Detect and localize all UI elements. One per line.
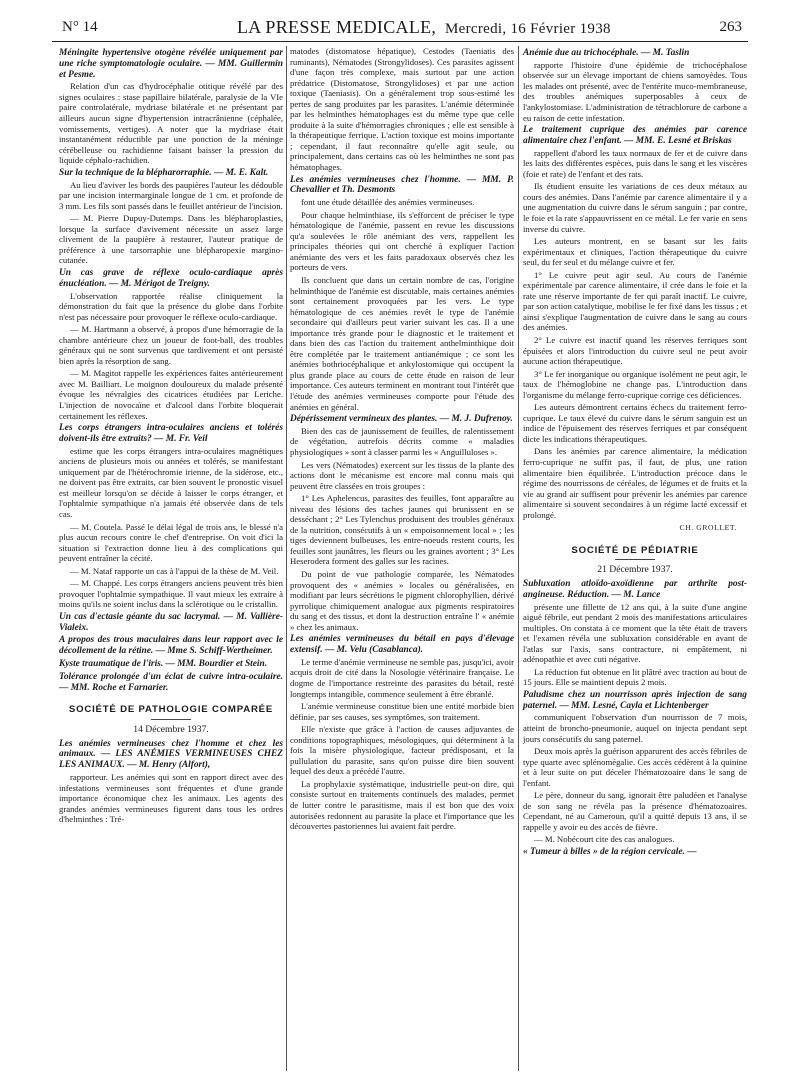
journal-title [237, 17, 611, 38]
section-date: 21 Décembre 1937. [597, 564, 673, 576]
article-paragraph: rappellent d'abord les taux normaux de fer et de cuivre dans les laits des différentes espèces, puis dans le sang et les viscères (foie et rate) de l'enfant et des rats. [523, 147, 747, 179]
article-heading: Le traitement cuprique des anémies par carence alimentaire chez l'enfant. — MM. E. Lesné et Briskas [523, 125, 747, 146]
article-paragraph: — M. Magitot rappelle les expériences faites antérieurement avec M. Bailliart. Le moignon douloureux du malade présenté évoque les névralgies des cicatrices étudiées par Leriche. L'injection de novocaïne et d'alcool dans l'orbite bloquerait certainement les réflexes. [59, 368, 283, 421]
article-paragraph: Dans les anémies par carence alimentaire, la médication ferro-cuprique ne suffit pas, il faut, de plus, une ration alimentaire bien équilibrée. L'introduction précoce dans le régime des nourrissons de céréales, de légumes et de fruits et la vie au grand air suffisent pour prévenir les anémies par carence alimentaire si souvent secondaires à un régime lacté excessif et prolongé. [523, 446, 747, 520]
article-paragraph: — M. Nataf rapporte un cas à l'appui de la thèse de M. Veil. [70, 565, 279, 576]
article-paragraph: Les vers (Nématodes) exercent sur les tissus de la plante des actions dont le mécanisme est encore mal connu mais qui peuvent être classées en trois groupes : [290, 459, 514, 491]
article-paragraph: 1° Le cuivre peut agir seul. Au cours de l'anémie expérimentale par carence alimentaire, il crée dans le foie et la rate une réserve importante de fer qui paraît inactif. Le cuivre, par son action catalytique, mobilise le fer fixé dans les tissus ; et ainsi s'explique l'augmentation de cuivre dans le sang au cours des anémies. [523, 269, 747, 333]
section-rule [615, 559, 655, 560]
article-paragraph: — M. Hartmann a observé, à propos d'une hémorragie de la chambre antérieure chez un joueur de foot-ball, des troubles généraux qui ne sont survenus que tardivement et ont persisté bien après la résorption de sang. [59, 324, 283, 366]
section-date: 14 Décembre 1937. [133, 724, 209, 736]
section-title: SOCIÉTÉ DE PATHOLOGIE COMPARÉE [68, 704, 274, 716]
section-title: SOCIÉTÉ DE PÉDIATRIE [571, 544, 699, 556]
article-paragraph: — M. Chappé. Les corps étrangers anciens peuvent très bien provoquer l'ophtalmie sympathique. Il vaut mieux les extraire à moins qu'ils ne soient inclus dans la sclérotique ou le cristallin. [59, 578, 283, 610]
article-paragraph: Ils étudient ensuite les variations de ces deux métaux au cours des anémies. Dans l'anémie par carence alimentaire il y a une augmentation du cuivre dans le sérum sanguin ; par contre, le foie et la rate s'appauvrissent en ce métal. Le fer varie en sens inverse du cuivre. [523, 181, 747, 234]
article-heading: Anémie due au trichocéphale. — M. Taslin [523, 48, 690, 58]
article-paragraph: rapporteur. Les anémies qui sont en rapport direct avec des infestations vermineuses sont fréquentes et d'une grande importance économique chez les animaux. Les agents des grandes anémies vermineuses figurent dans tous les ordres d'helminthes : Tré- [59, 771, 283, 825]
article-heading: Les anémies vermineuses chez l'homme et chez les animaux. — LES ANÉMIES VERMINEUSES CHEZ LES ANIMAUX. — M. Henry (Alfort), [59, 738, 283, 771]
column-divider [518, 46, 519, 1071]
journal-name: LA PRESSE MEDICALE, [237, 17, 437, 37]
article-paragraph: 1° Les Aphelencus, parasites des feuilles, font apparaître au niveau des lésions des taches jaunes qui brunissent en se desséchant ; 2° Les Tylenchus produisent des troubles généraux de la nutrition, consécutifs à un « empoisonnement local » ; les tiges deviennent bulbeuses, les entre-noeuds restent courts, les feuilles sont jaunâtres, les fleurs ou les graines avortent ; 3° Les Heserodera forment des galles sur les racines. [290, 493, 514, 567]
article-paragraph: communiquent l'observation d'un nourrisson de 7 mois, atteint de broncho-pneumonie, auquel on injecta pendant sept jours consécutifs du sang paternel. [523, 712, 747, 744]
column-right [523, 46, 747, 859]
author-signature: CH. GROLLET. [679, 523, 737, 533]
article-paragraph: Bien des cas de jaunissement de feuilles, de ralentissement de végétation, autrefois décrits comme « maladies physiologiques » sont à classer parmi les « Anguilluloses ». [290, 425, 514, 457]
article-heading: Méningite hypertensive otogène révélée uniquement par une riche symptomatologie oculaire. — MM. Guillermin et Pesme. [59, 48, 283, 80]
article-paragraph: Relation d'un cas d'hydrocéphalie otitique révélé par des signes oculaires : stase papillaire bilatérale, paralysie de la VIe paire controlatérale, mydriase bilatérale et ne présentant par ailleurs aucun signe d'hypertension intracrânienne (céphalée, vomissements, vertiges). A noter que la mydriase était instantanément réductible par une ponction de la méninge cérébelleuse ou rachidienne faisant baisser la pression du liquide céphalo-rachidien. [59, 81, 283, 166]
column-middle [290, 46, 514, 834]
article-paragraph: Les auteurs montrent, en se basant sur les faits expérimentaux et cliniques, l'action thérapeutique du cuivre seul, du fer seul et du mélange cuivre et fer. [523, 236, 747, 268]
page-number: 263 [719, 19, 742, 35]
article-paragraph: Le père, donneur du sang, ignorait être paludéen et l'analyse de son sang ne révéla pas la présence d'hématozoaires. Cependant, né au Cameroun, qu'il a quitté depuis 13 ans, il se rappelle y avoir eu des accès de fièvre. [523, 790, 747, 832]
article-paragraph: font une étude détaillée des anémies vermineuses. [301, 197, 475, 208]
article-paragraph: rapporte l'histoire d'une épidémie de trichocéphalose observée sur un élevage important de chiens samoyèdes. Tous les malades ont présenté, avec de l'entérite muco-membraneuse, des troubles anémiques superposables à ceux de l'ankylostomiase. L'administration de tétrachlorure de carbone a eu raison de cette infestation. [523, 59, 747, 123]
article-paragraph: L'anémie vermineuse constitue bien une entité morbide bien définie, par ses causes, ses symptômes, son traitement. [290, 701, 514, 722]
page-header [52, 17, 748, 42]
article-heading: Dépérissement vermineux des plantes. — M. J. Dufrenoy. [290, 414, 513, 425]
article-heading: « Tumeur à billes » de la région cervicale. — [523, 847, 697, 858]
article-heading: A propos des trous maculaires dans leur rapport avec le décollement de la rétine. — Mme S. Schiff-Wertheimer. [59, 635, 283, 657]
article-paragraph: Le terme d'anémie vermineuse ne semble pas, jusqu'ici, avoir acquis droit de cité dans la Nosologie vétérinaire française. Le dogme de l'importance restreinte des parasites du bétail, resté longtemps intangible, commence seulement à être ébranlé. [290, 656, 515, 699]
article-paragraph: Pour chaque helminthiase, ils s'efforcent de préciser le type hématologique de l'anémie, passent en revue les discussions qu'a soulevées le rôle anémiant des vers, rappellent les principales théories qui ont cherché à expliquer l'action anémiante des vers et les faits paradoxaux observés chez les porteurs de vers. [290, 209, 514, 273]
article-paragraph: La réduction fut obtenue en lit plâtré avec traction au bout de 15 jours. Elle se maintient depuis 2 mois. [523, 666, 747, 688]
article-paragraph: — M. Pierre Dupuy-Dutemps. Dans les blépharoplasties, lorsque la surface d'avivement nécessite un assez large clivement de la paupière à restaurer, l'auteur pratique de préférence à une tarsorraphie une blépharopexie margino-cutanée. [59, 213, 283, 266]
article-paragraph: — M. Nobécourt cite des cas analogues. [534, 834, 675, 845]
article-paragraph: Deux mois après la guérison apparurent des accès fébriles de type quarte avec splénomégalie. Ces accès cédèrent à la quinine et à leur suite on put déceler l'hématozoaire dans le sang de l'enfant. [523, 746, 747, 788]
article-paragraph: matodes (distomatose hépatique), Cestodes (Taeniatis des ruminants), Nématodes (Strongylidoses). Ces parasites agissent d'une façon très complexe, mais surtout par une action prédatrice (Distomatose, Strongylidoses) et par une action toxique (Taeniasis). On a généralement trop sous-estimé les pertes de sang produites par les parasites. L'anémie déterminée par les helminthes hématophages est du même type que celle produite à la suite d'hémorragies chroniques ; elle est sensible à la thérapeutique ferrique. L'action toxique est moins importante ; cependant, il faut reconnaître qu'elle agit seule, ou principalement, dans certains cas où les helminthes ne sont pas hématophages. [290, 46, 514, 173]
article-heading: Paludisme chez un nourrisson après injection de sang paternel. — MM. Lesné, Cayla et Lichtenberger [523, 689, 747, 711]
article-paragraph: estime que les corps étrangers intra-oculaires magnétiques anciens de plusieurs mois ou années et tolérés, se manifestant uniquement par de l'hétérochromie irienne, de la sidérose, etc., ne doivent pas être extraits, car bien souvent le pronostic visuel est meilleur lorsqu'on se décide à laisser le corps étranger, et l'ophtalmie sympathique n'a jamais été observée dans de tels cas. [59, 445, 283, 519]
article-heading: Les corps étrangers intra-oculaires anciens et tolérés doivent-ils être extraits? — M. Fr. Veil [59, 423, 283, 444]
article-paragraph: Du point de vue pathologie comparée, les Nématodes provoquent des « anémies » locales ou généralisées, en modifiant par leurs sécrétions le pigment chlorophyllien, dérivé pyrrolique chimiquement analogue aux pigments respiratoires du sang et des tissus, et dont la destruction entraîne l' « anémie » chez les animaux. [290, 569, 514, 632]
article-heading: Kyste traumatique de l'iris. — MM. Bourdier et Stein. [59, 659, 268, 670]
article-heading: Sur la technique de la blépharorraphie. — M. E. Kalt. [59, 167, 269, 178]
article-heading: Les anémies vermineuses chez l'homme. — MM. P. Chevallier et Th. Desmonts [290, 174, 514, 196]
column-left [59, 46, 283, 827]
article-paragraph: Ils concluent que dans un certain nombre de cas, l'origine helminthique de l'anémie est discutable, mais certaines anémies sont certainement provoquées par les vers. Le type hématologique de ces anémies revêt le type de l'anémie secondaire qui d'ailleurs peut varier suivant les cas. Il a une importance très grande pour le diagnostic et le traitement et dans bien des cas l'action du traitement anthelminthique doit être complétée par le traitement antianémique ; ce sont les anémies bothriocéphalique et ankylostomique qui occupent la plus grande place au cours de cette étude en raison de leur importance. Ces auteurs terminent en montrant tout l'intérêt que l'étude des anémies vermineuses comporte pour l'étude des anémies en général. [290, 274, 514, 412]
article-heading: Un cas grave de réflexe oculo-cardiaque après énucléation. — M. Mérigot de Treigny. [59, 267, 283, 289]
article-heading: Subluxation atloïdo-axoïdienne par arthrite post-angineuse. Réduction. — M. Lance [523, 578, 747, 600]
article-heading: Les anémies vermineuses du bétail en pays d'élevage extensif. — M. Velu (Casablanca). [290, 634, 514, 656]
issue-date: Mercredi, 16 Février 1938 [445, 21, 611, 37]
article-paragraph: Les auteurs démontrent certains échecs du traitement ferro-cuprique. Le taux élevé du cuivre dans le sérum sanguin est un indice de l'épuisement des réserves ferriques et par conséquent dicte les indications thérapeutiques. [523, 402, 747, 444]
article-paragraph: — M. Coutela. Passé le délai légal de trois ans, le blessé n'a plus aucun recours contre le chef d'entreprise. On voit d'ici la situation si l'extraction donne lieu à des complications qui peuvent entraîner la cécité. [59, 521, 283, 564]
article-paragraph: La prophylaxie systématique, industrielle peut-on dire, qui consiste surtout en traitements continuels des malades, permet de lutter contre le parasitisme, mais il est bon que des voix autorisées redonnent au parasite la place et l'importance que les découvertes pastoriennes lui avaient fait perdre. [290, 778, 514, 832]
issue-number: N° 14 [62, 19, 98, 35]
column-divider [286, 46, 287, 1071]
article-heading: Un cas d'ectasie géante du sac lacrymal. — M. Vallière-Vialeix. [59, 611, 283, 633]
article-paragraph: Au lieu d'aviver les bords des paupières l'auteur les dédouble par une incision intermarginale longue de 1 cm. et profonde de 3 mm. Les fils sont passés dans le feuillet antérieur de l'incision. [59, 179, 283, 211]
article-paragraph: Elle n'existe que grâce à l'action de causes adjuvantes de conditions topographiques, mésologiques, qui déterminent à la fois la misère physiologique, facteur prédisposant, et la pullulation du parasite, sans qu'on puisse dire bien souvent lequel des deux a précédé l'autre. [290, 724, 514, 777]
article-paragraph: L'observation rapportée réalise cliniquement la démonstration du fait que la présence du globe dans l'orbite n'est pas nécessaire pour provoquer le réflexe oculo-cardiaque. [59, 290, 283, 322]
section-rule [151, 719, 191, 720]
article-paragraph: 2° Le cuivre est inactif quand les réserves ferriques sont épuisées et alors l'introduction du cuivre seul ne peut avoir aucune action thérapeutique. [523, 334, 747, 367]
article-paragraph: présente une fillette de 12 ans qui, à la suite d'une angine aiguë fébrile, eut pendant 2 mois des manifestations articulaires multiples. On constata à ce moment que la tête était de travers et l'examen révéla une subluxation considérable en avant de l'atlas sur l'axis, sans contracture, ni empâtement, ni adénopathie et avec cuti négative. [523, 601, 747, 665]
article-paragraph: 3° Le fer inorganique ou organique isolément ne peut agir, le taux de l'hémoglobine ne change pas. L'introduction dans l'organisme du mélange ferro-cuprique corrige ces déficiences. [523, 368, 747, 400]
article-heading: Tolérance prolongée d'un éclat de cuivre intra-oculaire. — MM. Roche et Farnarier. [59, 671, 283, 693]
